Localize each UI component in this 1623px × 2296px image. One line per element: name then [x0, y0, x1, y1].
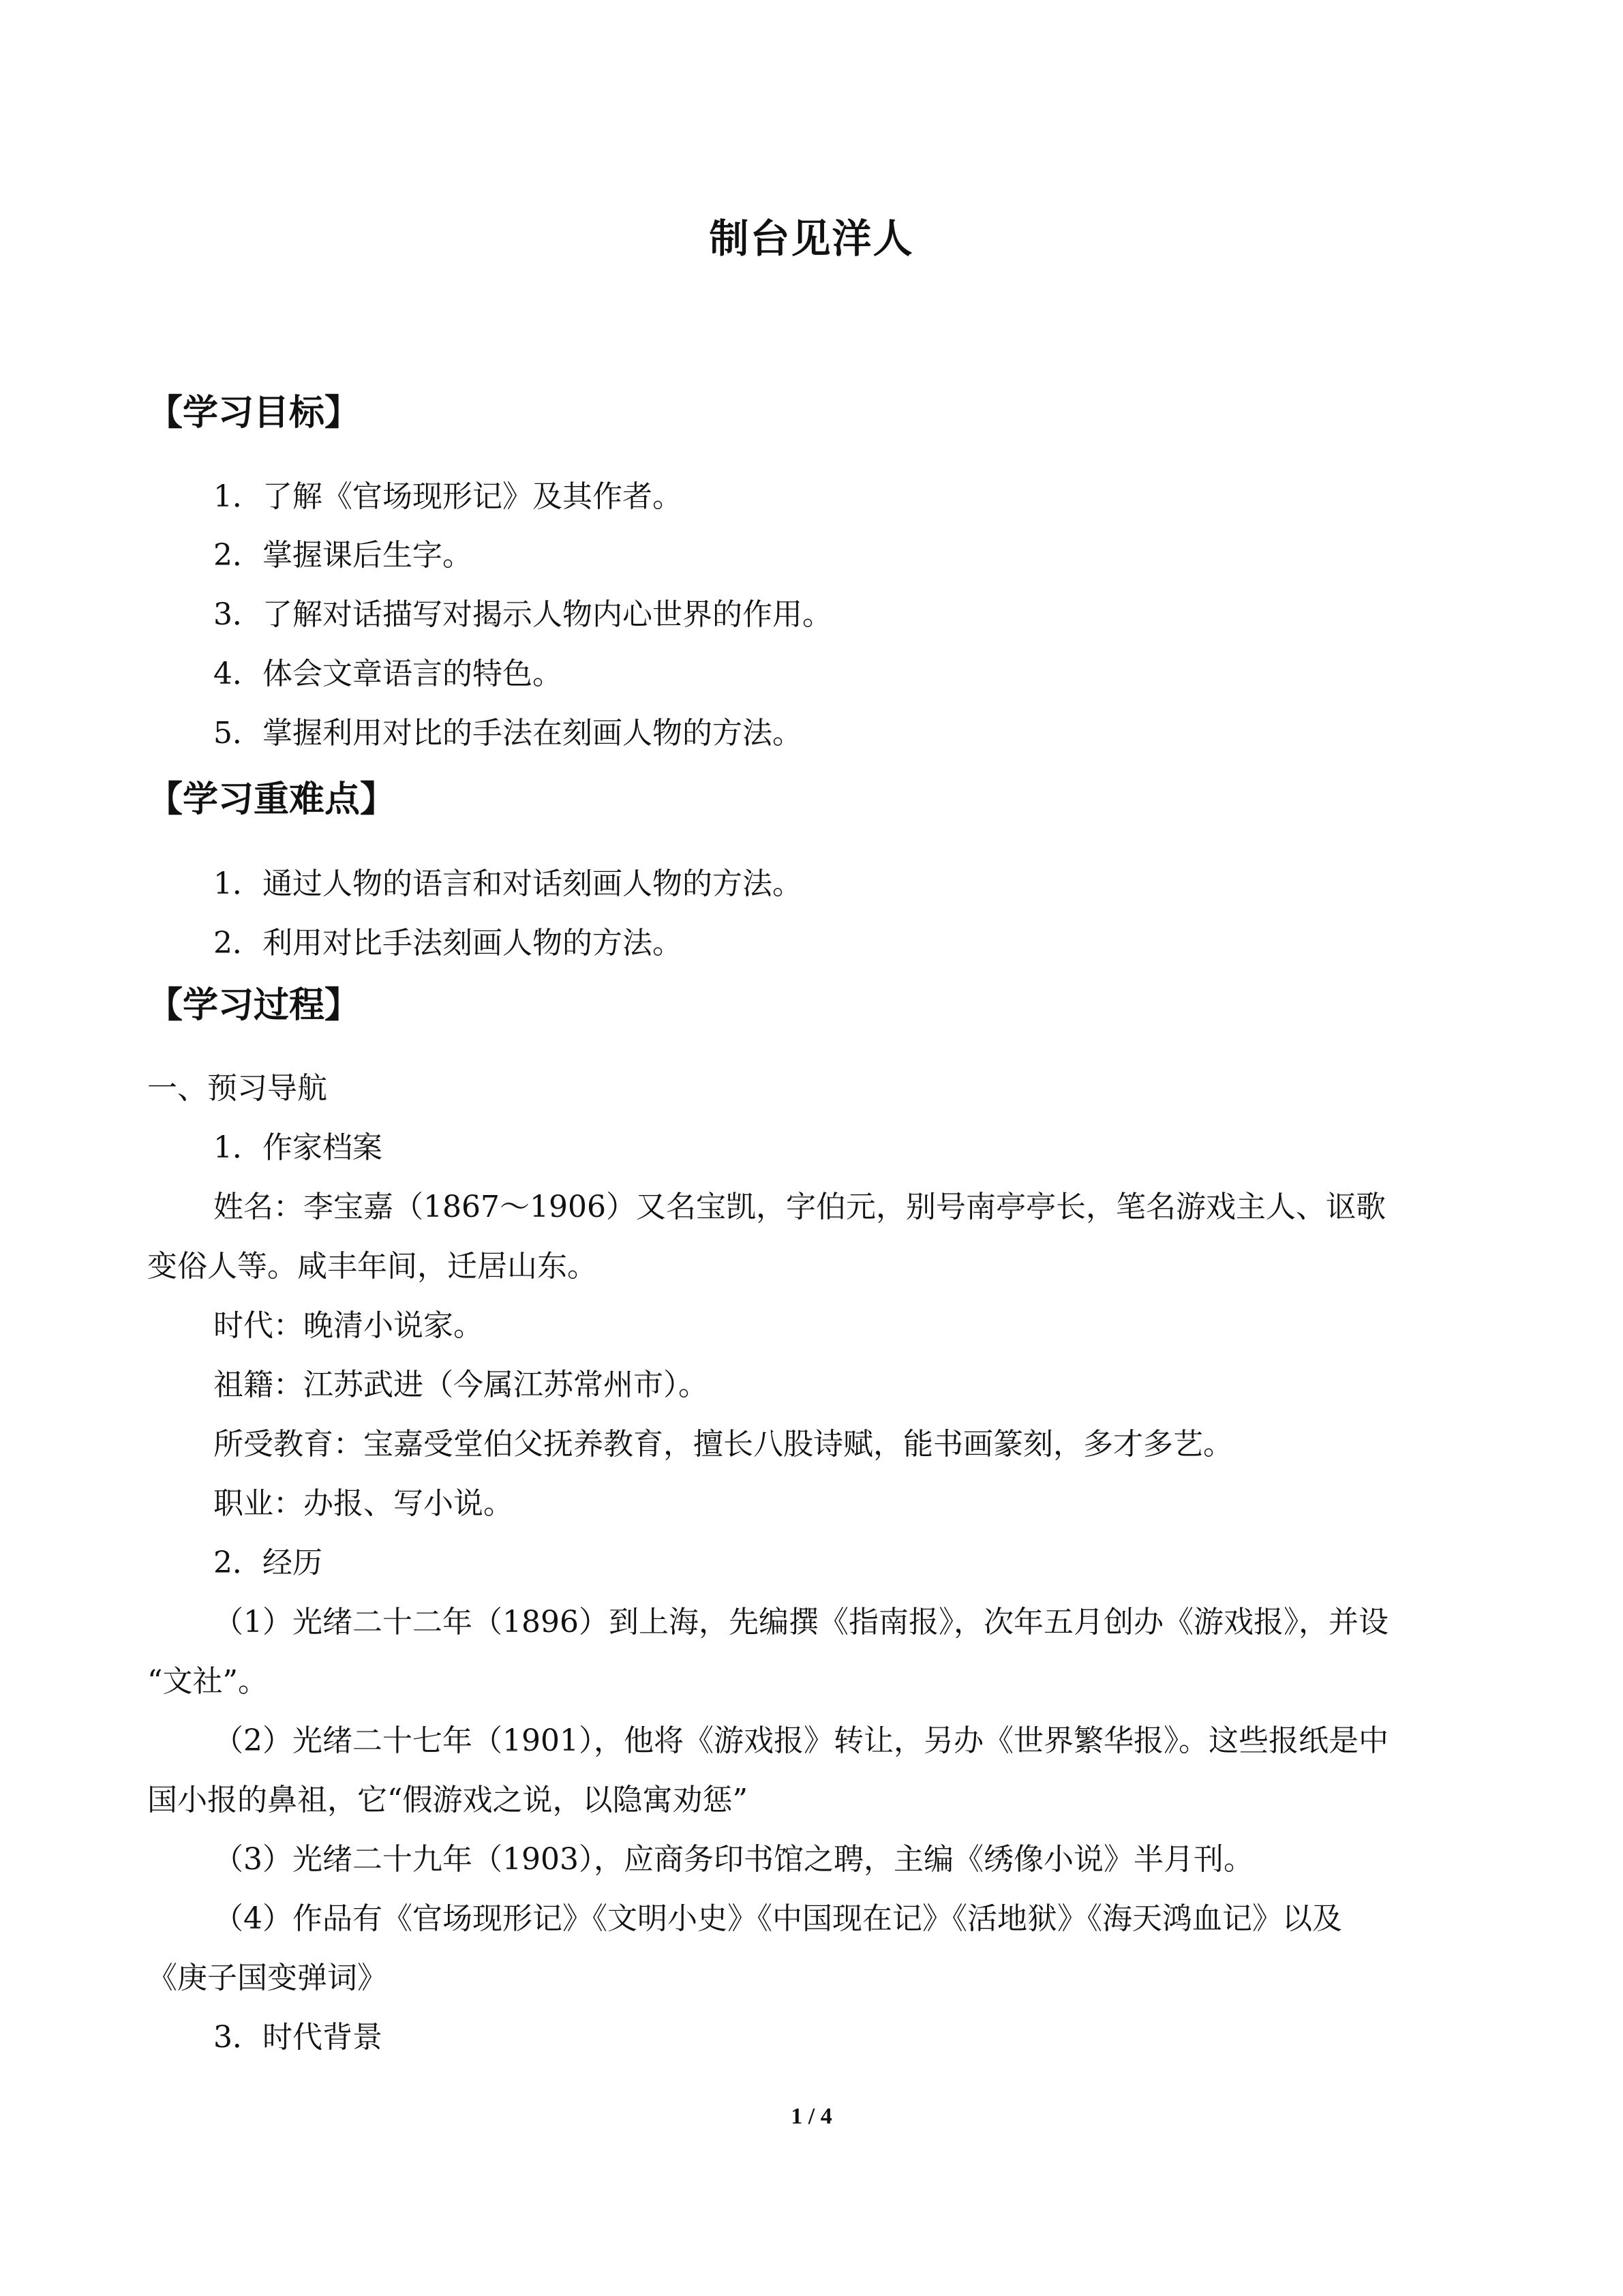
- goal-item: 1．了解《官场现形记》及其作者。: [213, 479, 682, 514]
- paragraph-line: （2）光绪二十七年（1901），他将《游戏报》转让，另办《世界繁华报》。这些报纸是中: [213, 1723, 1389, 1758]
- goal-item: 2．掌握课后生字。: [213, 538, 472, 573]
- paragraph-line: 《庚子国变弹词》: [147, 1961, 387, 1995]
- page-number: 1 / 4: [791, 2104, 832, 2129]
- paragraph-line: “文社”。: [147, 1664, 268, 1699]
- key-point-item: 1．通过人物的语言和对话刻画人物的方法。: [213, 866, 802, 901]
- paragraph-line: 职业：办报、写小说。: [213, 1486, 513, 1521]
- background-title: 3．时代背景: [213, 2020, 382, 2055]
- section-heading-goals: 【学习目标】: [147, 393, 361, 434]
- page-title: 制台见洋人: [709, 215, 914, 262]
- author-profile-title: 1．作家档案: [213, 1130, 382, 1165]
- goal-item: 5．掌握利用对比的手法在刻画人物的方法。: [213, 716, 802, 751]
- paragraph-line: 所受教育：宝嘉受堂伯父抚养教育，擅长八股诗赋，能书画篆刻，多才多艺。: [213, 1427, 1233, 1462]
- goal-item: 4．体会文章语言的特色。: [213, 656, 562, 691]
- section-heading-key-points: 【学习重难点】: [147, 779, 396, 820]
- paragraph-line: （3）光绪二十九年（1903），应商务印书馆之聘，主编《绣像小说》半月刊。: [213, 1842, 1254, 1877]
- paragraph-line: 姓名：李宝嘉（1867～1906）又名宝凯，字伯元，别号南亭亭长，笔名游戏主人、讴歌: [213, 1190, 1386, 1224]
- paragraph-line: 变俗人等。咸丰年间，迁居山东。: [147, 1249, 597, 1284]
- goal-item: 3．了解对话描写对揭示人物内心世界的作用。: [213, 597, 832, 632]
- paragraph-line: 国小报的鼻祖，它“假游戏之说，以隐寓劝惩”: [147, 1783, 748, 1817]
- key-point-item: 2．利用对比手法刻画人物的方法。: [213, 926, 682, 961]
- paragraph-line: （4）作品有《官场现形记》《文明小史》《中国现在记》《活地狱》《海天鸿血记》以及: [213, 1901, 1342, 1936]
- experience-title: 2．经历: [213, 1545, 322, 1580]
- section-heading-process: 【学习过程】: [147, 985, 361, 1026]
- subsection-preview: 一、预习导航: [147, 1071, 327, 1106]
- paragraph-line: 时代：晚清小说家。: [213, 1308, 483, 1343]
- paragraph-line: （1）光绪二十二年（1896）到上海，先编撰《指南报》，次年五月创办《游戏报》，并设: [213, 1605, 1389, 1640]
- paragraph-line: 祖籍：江苏武进（今属江苏常州市）。: [213, 1368, 708, 1402]
